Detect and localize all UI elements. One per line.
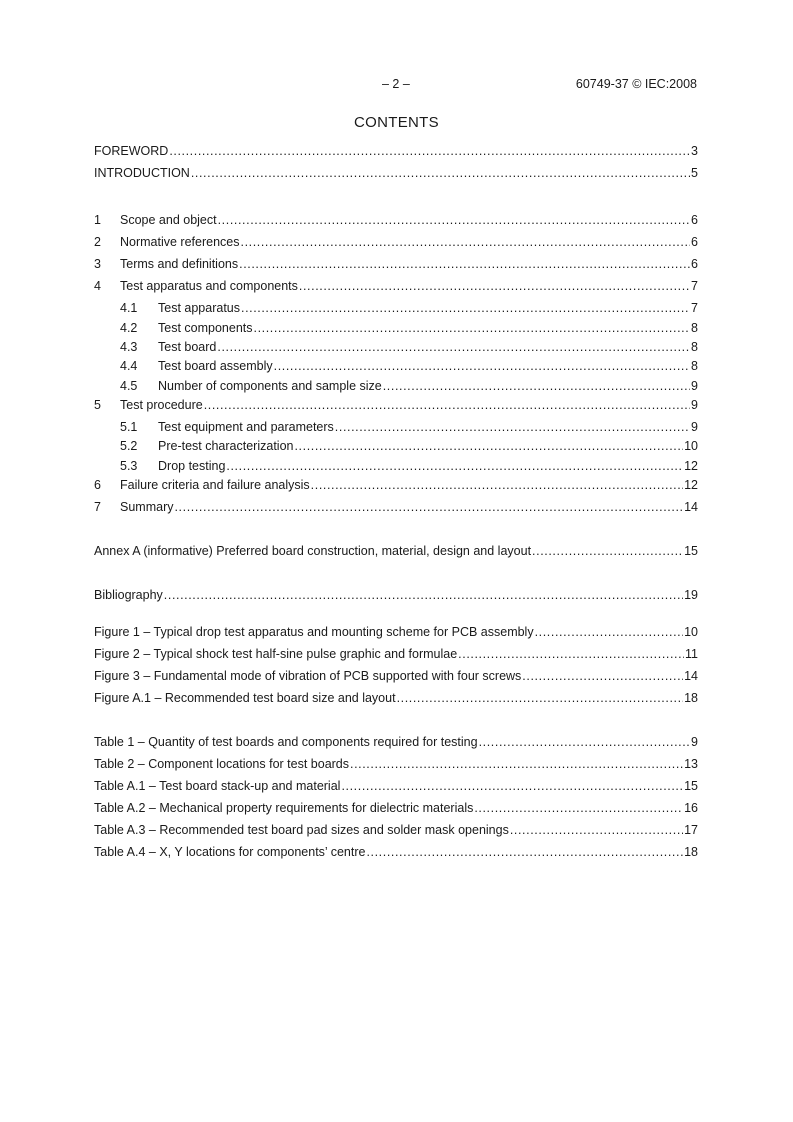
toc-entry-subclause[interactable]	[120, 340, 698, 360]
toc-label: Pre-test characterization	[158, 439, 294, 453]
toc-label: Test equipment and parameters	[158, 420, 334, 434]
clause-number: 2	[94, 235, 101, 249]
table-of-contents	[94, 0, 698, 1122]
toc-entry-table[interactable]	[94, 845, 698, 865]
leader-dots	[479, 735, 690, 749]
clause-number: 6	[94, 478, 101, 492]
clause-number: 3	[94, 257, 101, 271]
toc-page: 9	[691, 735, 698, 749]
clause-number: 4.1	[120, 301, 138, 315]
toc-page: 12	[684, 459, 698, 473]
toc-label: Table 1 – Quantity of test boards and components required for testing	[94, 735, 478, 749]
toc-page: 15	[684, 779, 698, 793]
leader-dots	[254, 321, 691, 335]
toc-label: Number of components and sample size	[158, 379, 382, 393]
toc-page: 14	[684, 669, 698, 683]
toc-label: Terms and definitions	[120, 257, 239, 271]
clause-number: 4	[94, 279, 101, 293]
toc-page: 5	[691, 166, 698, 180]
toc-page: 3	[691, 144, 698, 158]
toc-label: Test apparatus	[158, 301, 240, 315]
leader-dots	[204, 398, 690, 412]
toc-label: Figure 3 – Fundamental mode of vibration of PCB supported with four screws	[94, 669, 522, 683]
leader-dots	[341, 779, 683, 793]
toc-page: 8	[691, 359, 698, 373]
toc-label: Summary	[120, 500, 174, 514]
toc-page: 9	[691, 398, 698, 412]
toc-label: Test components	[158, 321, 253, 335]
toc-entry-subclause[interactable]	[120, 459, 698, 479]
toc-entry-subclause[interactable]	[120, 359, 698, 379]
toc-label: Test board assembly	[158, 359, 273, 373]
clause-number: 5	[94, 398, 101, 412]
toc-entry-figure[interactable]	[94, 669, 698, 689]
toc-entry-table[interactable]	[94, 779, 698, 799]
toc-page: 8	[691, 340, 698, 354]
toc-entry-bibliography[interactable]	[94, 588, 698, 608]
toc-label: Failure criteria and failure analysis	[120, 478, 310, 492]
toc-entry-table[interactable]	[94, 801, 698, 821]
toc-entry-clause[interactable]	[94, 500, 698, 520]
clause-number: 5.1	[120, 420, 138, 434]
leader-dots	[311, 478, 683, 492]
toc-page: 16	[684, 801, 698, 815]
toc-page: 7	[691, 279, 698, 293]
toc-page: 6	[691, 257, 698, 271]
toc-page: 7	[691, 301, 698, 315]
toc-page: 8	[691, 321, 698, 335]
toc-page: 6	[691, 235, 698, 249]
leader-dots	[474, 801, 683, 815]
leader-dots	[350, 757, 683, 771]
toc-entry-figure[interactable]	[94, 647, 698, 667]
toc-label: INTRODUCTION	[94, 166, 190, 180]
toc-entry-clause[interactable]	[94, 398, 698, 418]
toc-entry-clause[interactable]	[94, 235, 698, 255]
clause-number: 4.4	[120, 359, 138, 373]
toc-label: Figure A.1 – Recommended test board size and layout	[94, 691, 396, 705]
leader-dots	[383, 379, 690, 393]
toc-page: 6	[691, 213, 698, 227]
toc-page: 18	[684, 845, 698, 859]
toc-entry-table[interactable]	[94, 735, 698, 755]
toc-label: Table A.1 – Test board stack-up and material	[94, 779, 341, 793]
toc-label: Annex A (informative) Preferred board construction, material, design and layout	[94, 544, 532, 558]
toc-page: 9	[691, 379, 698, 393]
contents-title: CONTENTS	[354, 114, 439, 131]
leader-dots	[335, 420, 690, 434]
leader-dots	[169, 144, 690, 158]
toc-page: 11	[685, 647, 698, 661]
document-reference: 60749-37 © IEC:2008	[575, 77, 697, 91]
toc-page: 17	[684, 823, 698, 837]
toc-label: Table A.2 – Mechanical property requirements for dielectric materials	[94, 801, 474, 815]
toc-label: Bibliography	[94, 588, 163, 602]
leader-dots	[191, 166, 690, 180]
toc-page: 10	[684, 439, 698, 453]
leader-dots	[532, 544, 683, 558]
leader-dots	[241, 301, 690, 315]
toc-entry-clause[interactable]	[94, 478, 698, 498]
leader-dots	[218, 213, 690, 227]
toc-label: Test procedure	[120, 398, 203, 412]
clause-number: 1	[94, 213, 101, 227]
toc-page: 15	[684, 544, 698, 558]
toc-label: Table A.4 – X, Y locations for components’ centre	[94, 845, 366, 859]
toc-label: Figure 2 – Typical shock test half-sine pulse graphic and formulae	[94, 647, 458, 661]
toc-label: FOREWORD	[94, 144, 169, 158]
toc-entry-subclause[interactable]	[120, 321, 698, 341]
toc-entry-subclause[interactable]	[120, 379, 698, 399]
clause-number: 4.2	[120, 321, 138, 335]
leader-dots	[522, 669, 683, 683]
toc-page: 13	[684, 757, 698, 771]
toc-page: 19	[684, 588, 698, 602]
clause-number: 7	[94, 500, 101, 514]
toc-entry-clause[interactable]	[94, 257, 698, 277]
leader-dots	[241, 235, 691, 249]
clause-number: 4.3	[120, 340, 138, 354]
toc-label: Table 2 – Component locations for test boards	[94, 757, 350, 771]
toc-entry-foreword[interactable]	[94, 144, 698, 164]
toc-entry-clause[interactable]	[94, 279, 698, 299]
toc-page: 12	[684, 478, 698, 492]
toc-page: 18	[684, 691, 698, 705]
clause-number: 5.3	[120, 459, 138, 473]
toc-entry-table[interactable]	[94, 757, 698, 777]
toc-label: Drop testing	[158, 459, 226, 473]
leader-dots	[535, 625, 684, 639]
toc-entry-annex[interactable]	[94, 544, 698, 564]
leader-dots	[217, 340, 690, 354]
leader-dots	[164, 588, 683, 602]
toc-label: Test apparatus and components	[120, 279, 298, 293]
leader-dots	[510, 823, 683, 837]
leader-dots	[294, 439, 683, 453]
toc-label: Normative references	[120, 235, 240, 249]
leader-dots	[299, 279, 690, 293]
page-number: – 2 –	[382, 77, 410, 91]
leader-dots	[226, 459, 683, 473]
toc-entry-figure[interactable]	[94, 691, 698, 711]
clause-number: 4.5	[120, 379, 138, 393]
leader-dots	[397, 691, 684, 705]
toc-entry-table[interactable]	[94, 823, 698, 843]
clause-number: 5.2	[120, 439, 138, 453]
toc-label: Figure 1 – Typical drop test apparatus and mounting scheme for PCB assembly	[94, 625, 534, 639]
toc-page: 10	[684, 625, 698, 639]
toc-label: Table A.3 – Recommended test board pad sizes and solder mask openings	[94, 823, 509, 837]
leader-dots	[274, 359, 690, 373]
toc-label: Scope and object	[120, 213, 217, 227]
leader-dots	[366, 845, 683, 859]
toc-entry-subclause[interactable]	[120, 439, 698, 459]
toc-page: 14	[684, 500, 698, 514]
toc-entry-introduction[interactable]	[94, 166, 698, 186]
leader-dots	[239, 257, 690, 271]
toc-label: Test board	[158, 340, 217, 354]
toc-entry-subclause[interactable]	[120, 301, 698, 321]
toc-page: 9	[691, 420, 698, 434]
toc-entry-figure[interactable]	[94, 625, 698, 645]
leader-dots	[174, 500, 683, 514]
toc-entry-subclause[interactable]	[120, 420, 698, 440]
toc-entry-clause[interactable]	[94, 213, 698, 233]
leader-dots	[458, 647, 684, 661]
